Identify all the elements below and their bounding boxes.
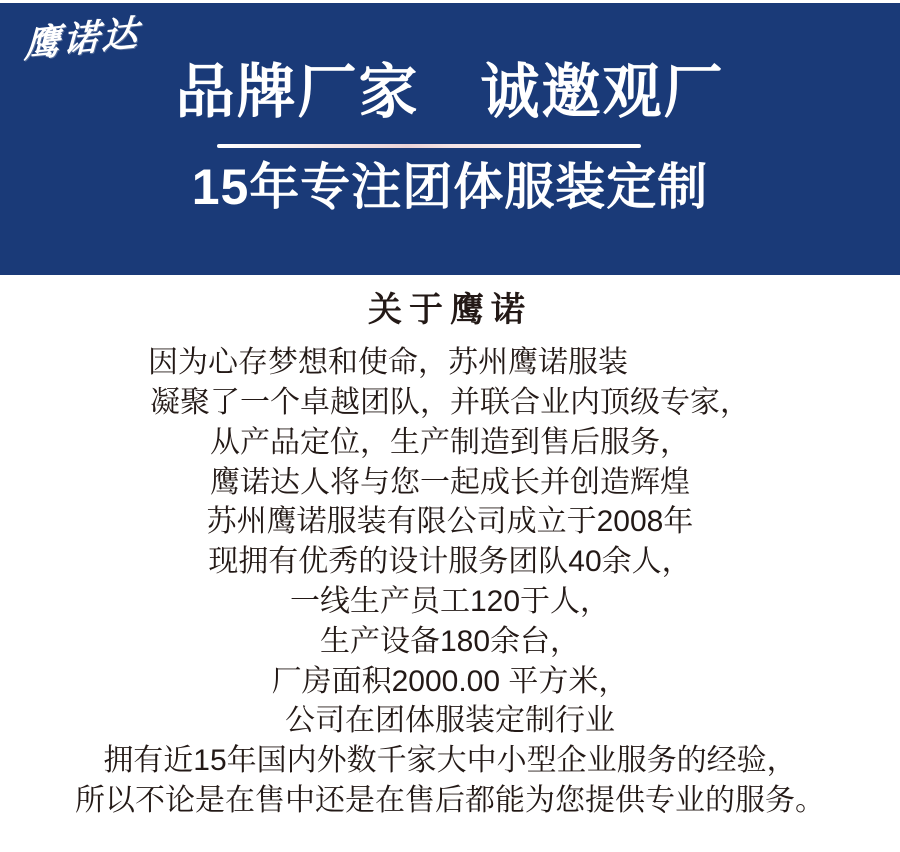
about-line: 因为心存梦想和使命，苏州鹰诺服装 bbox=[148, 346, 628, 380]
about-section bbox=[0, 288, 900, 821]
about-line: 凝聚了一个卓越团队，并联合业内顶级专家， bbox=[150, 385, 750, 419]
about-paragraph bbox=[0, 343, 900, 821]
about-line: 所以不论是在售中还是在售后都能为您提供专业的服务。 bbox=[75, 783, 825, 817]
about-line: 厂房面积2000.00 平方米， bbox=[271, 664, 629, 698]
about-line: 生产设备180余台， bbox=[319, 624, 581, 658]
about-line: 从产品定位，生产制造到售后服务， bbox=[210, 425, 690, 459]
about-heading: 关于鹰诺 bbox=[368, 291, 532, 329]
about-line: 苏州鹰诺服装有限公司成立于2008年 bbox=[206, 505, 694, 539]
about-line: 公司在团体服装定制行业 bbox=[285, 704, 615, 738]
banner-divider bbox=[217, 144, 641, 148]
hero-banner bbox=[0, 3, 900, 275]
about-line: 一线生产员工120于人， bbox=[289, 584, 611, 618]
about-line: 现拥有优秀的设计服务团队40余人， bbox=[208, 545, 692, 579]
about-line: 拥有近15年国内外数千家大中小型企业服务的经验， bbox=[103, 744, 797, 778]
about-line: 鹰诺达人将与您一起成长并创造辉煌 bbox=[210, 465, 690, 499]
banner-title: 品牌厂家 诚邀观厂 bbox=[175, 59, 725, 125]
banner-subtitle: 15年专注团体服装定制 bbox=[191, 159, 709, 215]
brand-logo: 鹰诺达 bbox=[23, 11, 142, 66]
